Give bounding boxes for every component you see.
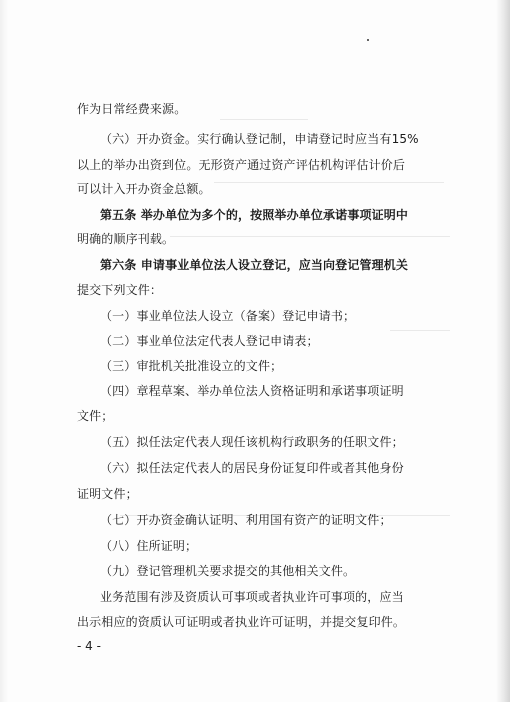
text-line-3: 以上的举办出资到位。无形资产通过资产评估机构评估计价后 (77, 158, 406, 172)
text-line-10: （二）事业单位法定代表人登记申请表； (100, 334, 319, 348)
text-line-5: 第五条 举办单位为多个的，按照举办单位承诺事项证明中 (100, 208, 409, 222)
text-line-6: 明确的顺序刊载。 (77, 232, 175, 246)
page-number: - 4 - (77, 639, 101, 653)
left-page-shadow (0, 0, 8, 702)
text-line-4: 可以计入开办资金总额。 (77, 182, 211, 196)
text-line-16: 证明文件； (77, 487, 138, 501)
text-line-19: （九）登记管理机关要求提交的其他相关文件。 (100, 564, 356, 578)
text-line-11: （三）审批机关批准设立的文件； (100, 359, 283, 373)
faint-bleed-line-4 (390, 330, 450, 331)
text-line-17: （七）开办资金确认证明、利用国有资产的证明文件； (100, 513, 392, 527)
scan-speck (367, 39, 369, 41)
text-line-2: （六）开办资金。实行确认登记制，申请登记时应当有15% (100, 132, 419, 146)
text-line-8: 提交下列文件： (77, 283, 163, 297)
faint-bleed-line-1 (220, 119, 308, 120)
text-line-12: （四）章程草案、举办单位法人资格证明和承诺事项证明 (100, 384, 404, 398)
text-line-1: 作为日常经费来源。 (77, 102, 187, 116)
text-line-18: （八）住所证明； (100, 539, 198, 553)
text-line-14: （五）拟任法定代表人现任该机构行政职务的任职文件； (100, 435, 404, 449)
text-line-15: （六）拟任法定代表人的居民身份证复印件或者其他身份 (100, 461, 404, 475)
text-line-9: （一）事业单位法人设立（备案）登记申请书； (100, 309, 356, 323)
text-line-7: 第六条 申请事业单位法人设立登记，应当向登记管理机关 (100, 258, 409, 272)
right-page-shadow (496, 0, 510, 702)
text-line-13: 文件； (77, 409, 114, 423)
text-line-21: 出示相应的资质认可证明或者执业许可证明，并提交复印件。 (77, 615, 406, 629)
text-line-20: 业务范围有涉及资质认可事项或者执业许可事项的，应当 (100, 590, 404, 604)
